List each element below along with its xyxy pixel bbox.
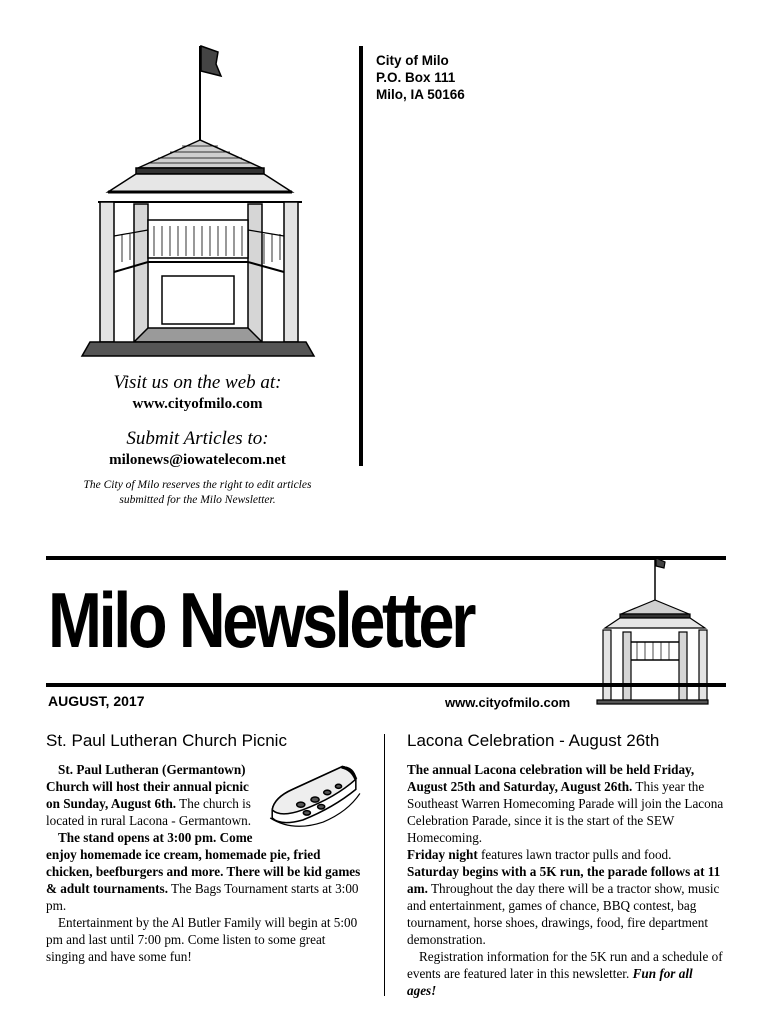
saturday-bold: Saturday begins with a 5K run, the parade follows at 11 am. xyxy=(407,864,721,896)
friday-text: features lawn tractor pulls and food. xyxy=(477,847,672,862)
disclaimer xyxy=(40,478,355,508)
submit-articles-label: Submit Articles to: xyxy=(126,428,269,449)
disclaimer-line-2: submitted for the Milo Newsletter. xyxy=(119,494,276,506)
address-line-3: Milo, IA 50166 xyxy=(376,87,465,102)
fun-for-all-ages: Fun for all ages! xyxy=(407,966,693,998)
visit-web-label: Visit us on the web at: xyxy=(113,372,282,393)
article-st-paul-picnic xyxy=(46,730,364,965)
web-info-block xyxy=(40,372,355,508)
disclaimer-line-1: The City of Milo reserves the right to edit articles xyxy=(83,479,312,491)
article-lead-bold: The annual Lacona celebration will be held Friday, August 25th and Saturday, August 26th. xyxy=(407,762,695,794)
mailing-address xyxy=(376,52,465,103)
article-closing-text: Entertainment by the Al Butler Family will begin at 5:00 pm and last until 7:00 pm. Come listen to some great singing and have some fun! xyxy=(46,915,358,964)
article-lead-bold: St. Paul Lutheran (Germantown) Church will host their annual picnic on Sunday, August 6th. xyxy=(46,762,249,811)
issue-date: AUGUST, 2017 xyxy=(48,693,145,709)
masthead-website[interactable]: www.cityofmilo.com xyxy=(445,695,571,710)
article-headline: St. Paul Lutheran Church Picnic xyxy=(46,731,287,750)
pie-slice-icon xyxy=(262,758,364,833)
vertical-divider xyxy=(359,46,363,466)
article-body-bold: The stand opens at 3:00 pm. Come enjoy homemade ice cream, homemade pie, fried chicken, beefburgers and more. There will be kid games & adult tournaments. xyxy=(46,830,361,896)
address-line-1: City of Milo xyxy=(376,53,449,68)
article-headline: Lacona Celebration - August 26th xyxy=(407,731,660,750)
registration-text: Registration information for the 5K run and a schedule of events are featured later in this newsletter. xyxy=(407,949,723,981)
website-link[interactable]: www.cityofmilo.com xyxy=(132,396,263,412)
newsletter-title: Milo Newsletter xyxy=(48,576,474,664)
article-body-text: The Bags Tournament starts at 3:00 pm. xyxy=(46,881,359,913)
friday-label: Friday night xyxy=(407,847,478,862)
saturday-text: Throughout the day there will be a tractor show, music and entertainment, games of chance, BBQ contest, bag tournament, horse shoes, drawings, food, fire department demonstration. xyxy=(407,881,720,947)
column-divider xyxy=(384,734,385,996)
email-link[interactable]: milonews@iowatelecom.net xyxy=(109,452,286,468)
masthead-bottom-rule xyxy=(46,683,726,687)
article-lead-text: The church is located in rural Lacona - Germantown. xyxy=(46,796,252,828)
address-line-2: P.O. Box 111 xyxy=(376,70,456,85)
article-lead-text: This year the Southeast Warren Homecoming Parade will join the Lacona Celebration Parade, since it is the start of the SEW Homecoming. xyxy=(407,779,724,845)
gazebo-illustration xyxy=(78,40,318,360)
article-lacona-celebration xyxy=(407,730,725,999)
